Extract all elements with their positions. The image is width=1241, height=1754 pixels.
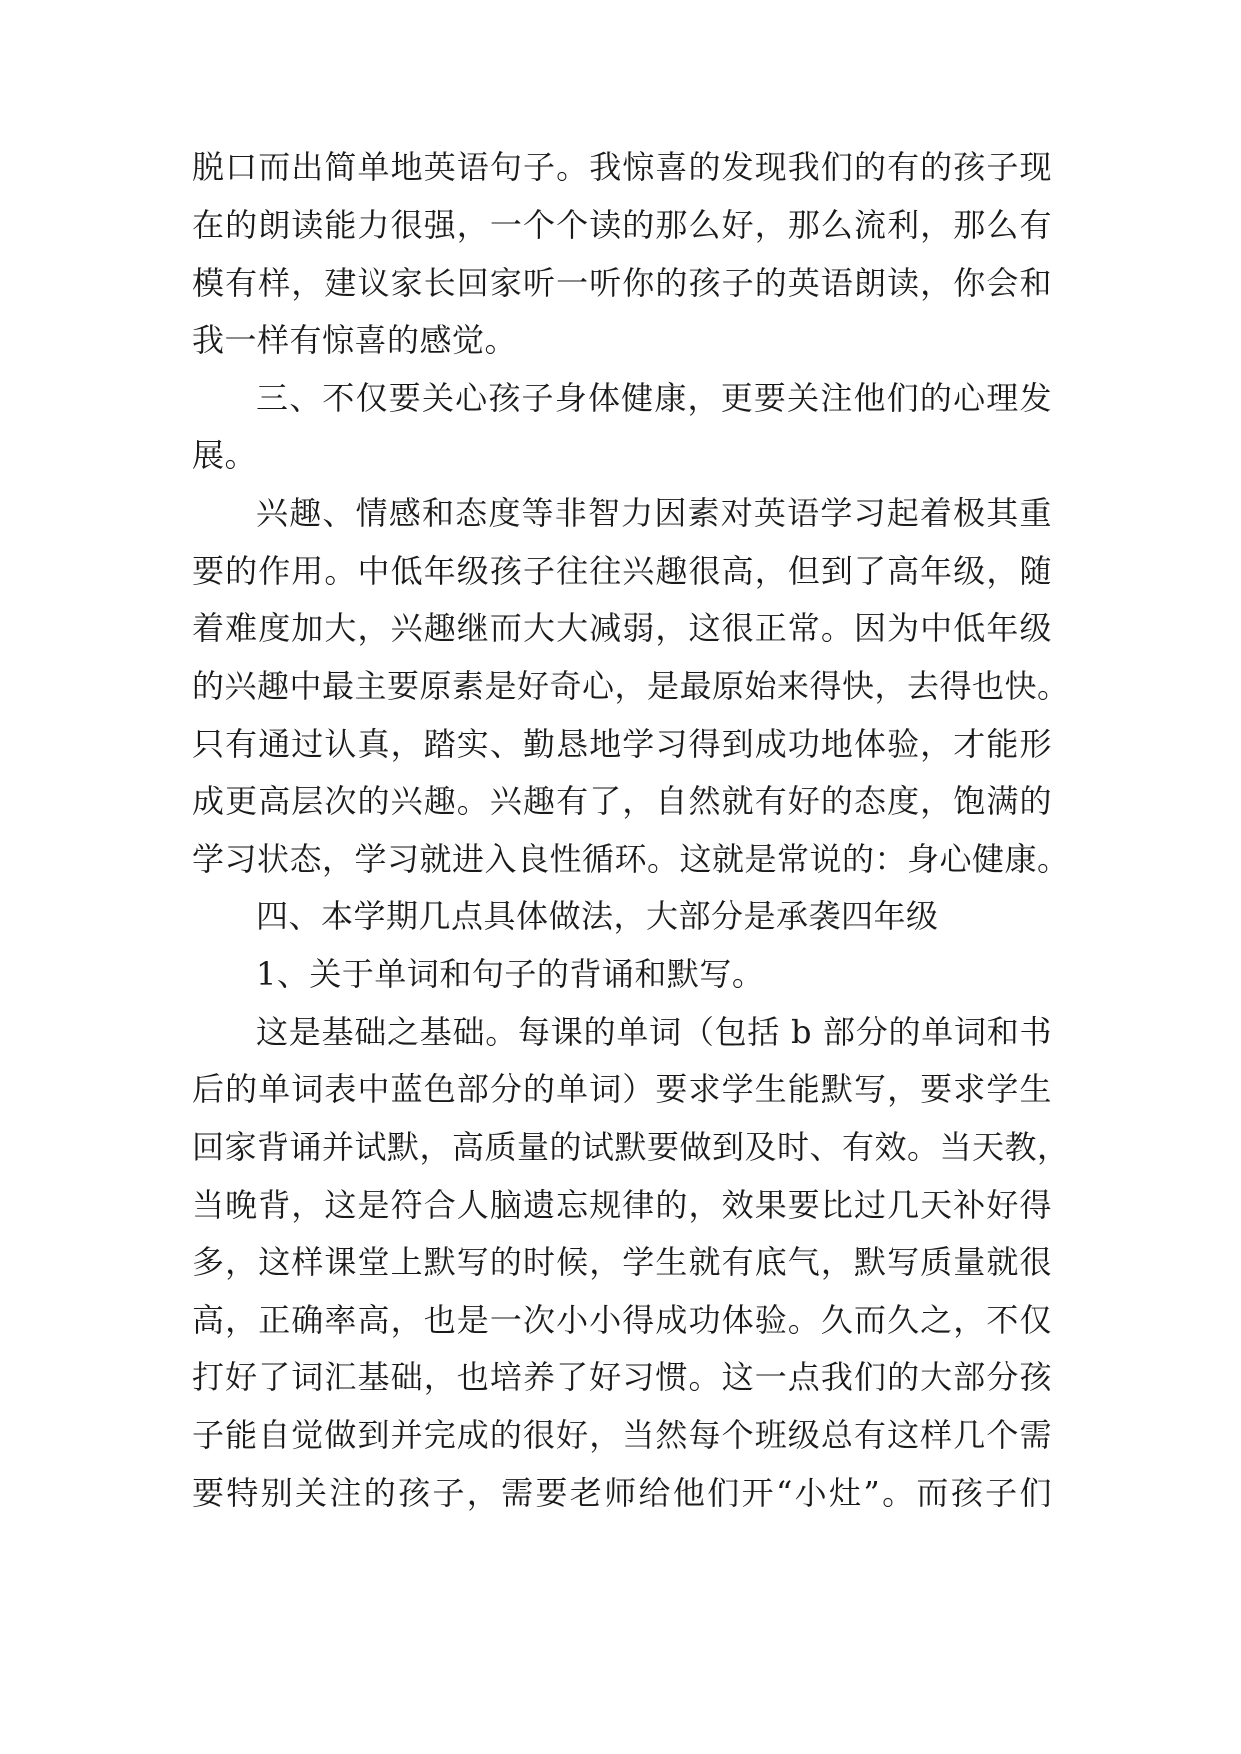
- section-heading-four: 四、本学期几点具体做法，大部分是承袭四年级: [256, 897, 939, 935]
- text-line: 后的单词表中蓝色部分的单词）要求学生能默写，要求学生: [192, 1070, 1052, 1108]
- text-line: 脱口而出简单地英语句子。我惊喜的发现我们的有的孩子现: [192, 148, 1052, 186]
- text-line: 学习状态，学习就进入良性循环。这就是常说的：身心健康。: [192, 840, 1070, 878]
- text-line: 要特别关注的孩子，需要老师给他们开“小灶”。而孩子们: [192, 1474, 1052, 1512]
- text-line: 高，正确率高，也是一次小小得成功体验。久而久之，不仅: [192, 1301, 1052, 1339]
- text-line: 展。: [192, 436, 258, 474]
- text-line: 打好了词汇基础，也培养了好习惯。这一点我们的大部分孩: [192, 1358, 1052, 1396]
- text-line: 在的朗读能力很强，一个个读的那么好，那么流利，那么有: [192, 206, 1052, 244]
- text-line: 我一样有惊喜的感觉。: [192, 321, 518, 359]
- text-line: 这是基础之基础。每课的单词（包括 b 部分的单词和书: [256, 1013, 1052, 1051]
- text-line: 回家背诵并试默，高质量的试默要做到及时、有效。当天教，: [192, 1128, 1070, 1166]
- text-line: 成更高层次的兴趣。兴趣有了，自然就有好的态度，饱满的: [192, 782, 1052, 820]
- text-line: 兴趣、情感和态度等非智力因素对英语学习起着极其重: [256, 494, 1052, 532]
- text-line: 着难度加大，兴趣继而大大减弱，这很正常。因为中低年级: [192, 609, 1052, 647]
- section-heading-three: 三、不仅要关心孩子身体健康，更要关注他们的心理发: [256, 379, 1052, 417]
- text-line: 当晚背，这是符合人脑遗忘规律的，效果要比过几天补好得: [192, 1186, 1052, 1224]
- text-line: 子能自觉做到并完成的很好，当然每个班级总有这样几个需: [192, 1416, 1052, 1454]
- subsection-heading-one: 1、关于单词和句子的背诵和默写。: [256, 955, 765, 993]
- text-line: 的兴趣中最主要原素是好奇心，是最原始来得快，去得也快。: [192, 667, 1070, 705]
- text-line: 要的作用。中低年级孩子往往兴趣很高，但到了高年级，随: [192, 552, 1052, 590]
- text-line: 多，这样课堂上默写的时候，学生就有底气，默写质量就很: [192, 1243, 1052, 1281]
- text-line: 只有通过认真，踏实、勤恳地学习得到成功地体验，才能形: [192, 725, 1052, 763]
- text-line: 模有样，建议家长回家听一听你的孩子的英语朗读，你会和: [192, 264, 1052, 302]
